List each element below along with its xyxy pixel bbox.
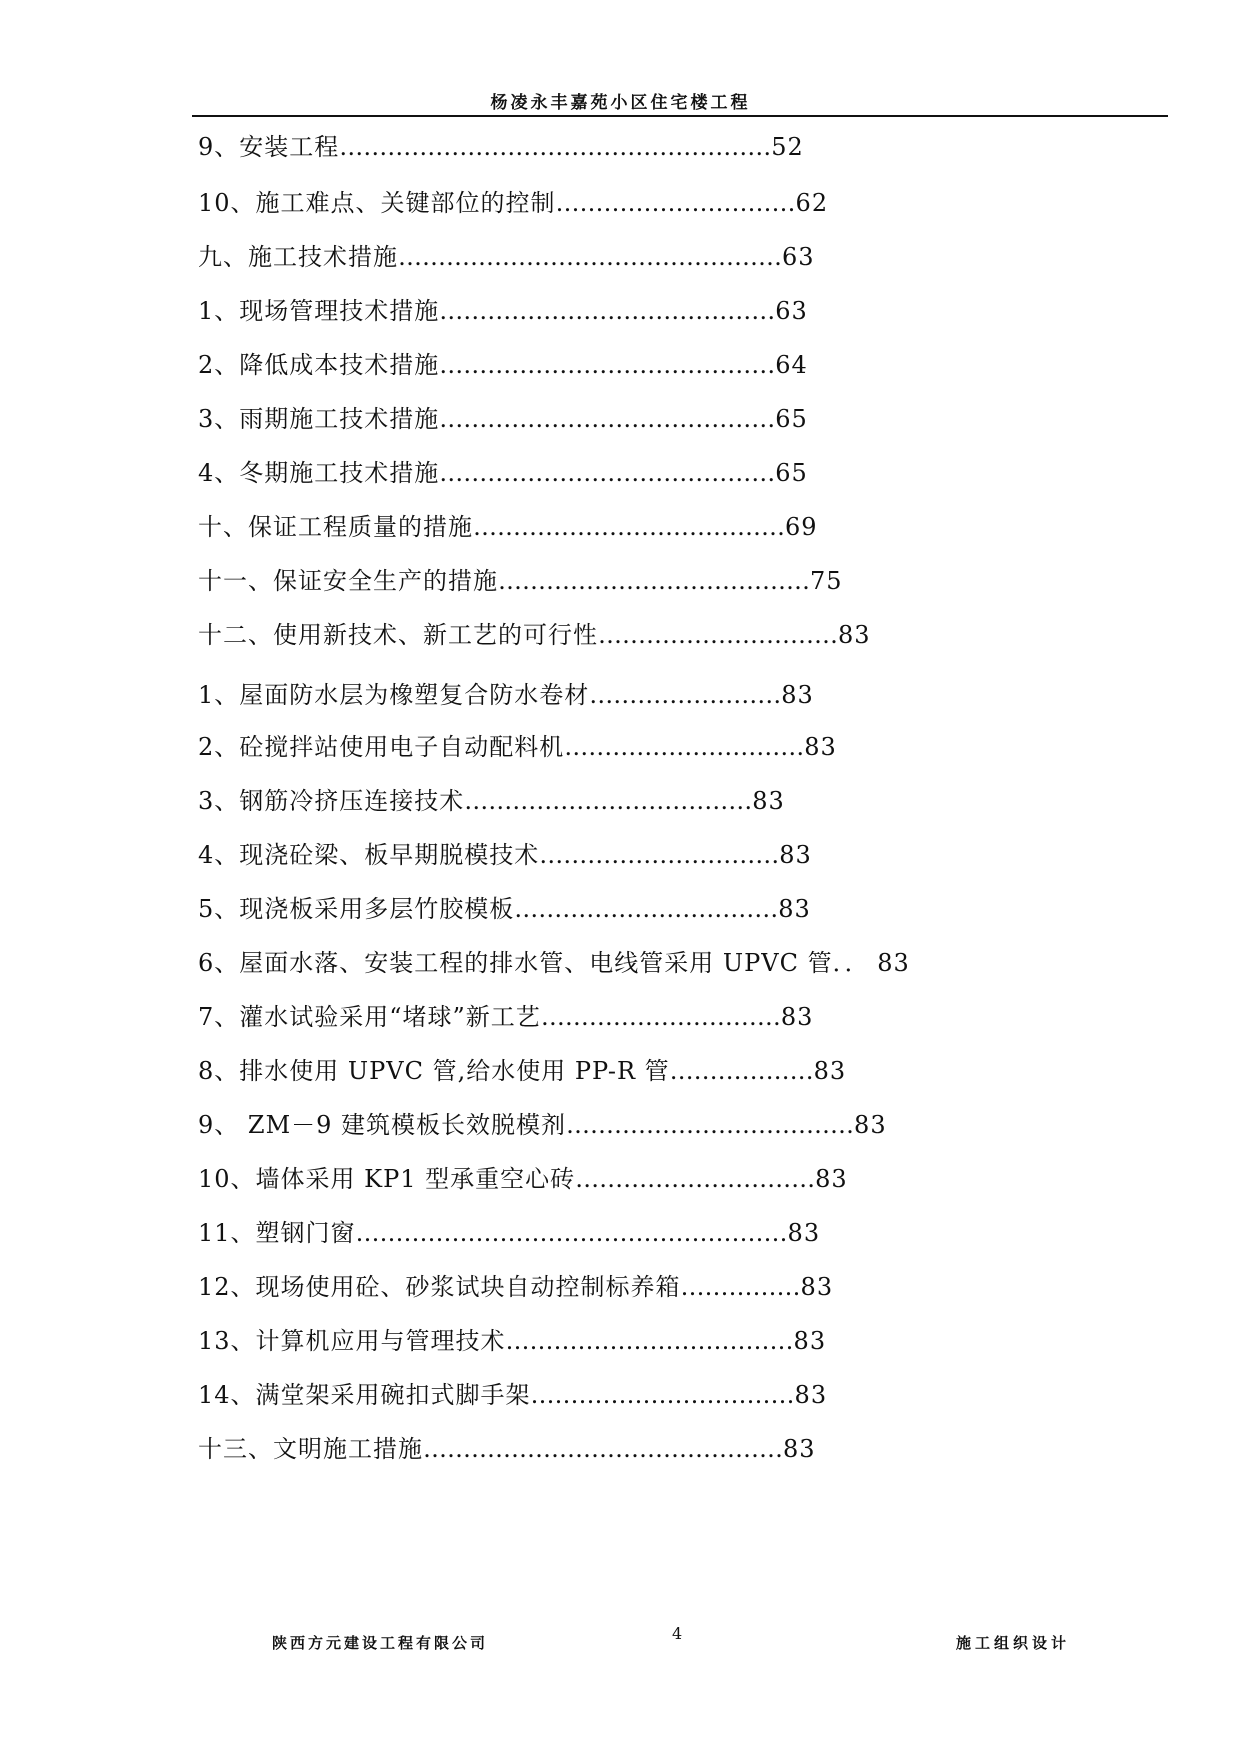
- toc-entry-title: 4、现浇砼梁、板早期脱模技术: [198, 841, 540, 869]
- toc-entry-leader: …………………………: [555, 189, 796, 217]
- footer-company: 陕西方元建设工程有限公司: [272, 1634, 489, 1652]
- toc-entry-page: 83: [793, 1327, 827, 1355]
- toc-entry: [198, 1218, 820, 1248]
- toc-entry-title: 3、雨期施工技术措施: [198, 405, 440, 433]
- toc-entry-page: 62: [795, 189, 829, 217]
- toc-entry-page: 83: [804, 733, 837, 761]
- toc-entry-page: 75: [810, 567, 843, 595]
- toc-entry: [198, 948, 910, 978]
- toc-entry-title: 九、施工技术措施: [198, 243, 398, 271]
- toc-entry-leader: ……………………………………: [439, 405, 776, 433]
- toc-entry-leader: ．．: [832, 949, 869, 977]
- toc-entry-title: 10、施工难点、关键部位的控制: [198, 189, 556, 217]
- toc-entry: [198, 296, 808, 326]
- toc-entry-title: 十一、保证安全生产的措施: [198, 567, 498, 595]
- toc-entry-page: 83: [794, 1381, 828, 1409]
- toc-entry-leader: …………………………: [539, 841, 780, 869]
- toc-entry-leader: ………………………………: [505, 1327, 794, 1355]
- toc-entry-title: 3、钢筋冷挤压连接技术: [198, 787, 465, 815]
- toc-entry: [198, 566, 843, 596]
- footer-page-number: 4: [672, 1624, 683, 1643]
- toc-entry-title: 7、灌水试验采用“堵球”新工艺: [198, 1003, 541, 1031]
- toc-entry: [198, 840, 812, 870]
- toc-entry-leader: ……………………………: [514, 895, 779, 923]
- toc-entry-page: 63: [782, 243, 815, 271]
- toc-entry: [198, 132, 804, 162]
- toc-entry-leader: ………………………………………: [423, 1435, 783, 1463]
- toc-entry-title: 9、 ZM－9 建筑模板长效脱模剂: [198, 1111, 567, 1139]
- toc-entry-title: 13、计算机应用与管理技术: [198, 1327, 506, 1355]
- toc-entry-leader: …………………………: [564, 733, 805, 761]
- toc-entry-leader: ………………………………: [464, 787, 753, 815]
- toc-entry-leader: ……………………………………: [439, 297, 776, 325]
- toc-entry-page: 83: [781, 681, 814, 709]
- toc-entry: [198, 1164, 848, 1194]
- toc-entry-page: 64: [775, 351, 808, 379]
- toc-entry-page: 69: [785, 513, 818, 541]
- toc-entry-title: 6、屋面水落、安装工程的排水管、电线管采用 UPVC 管: [198, 949, 833, 977]
- toc-entry: [198, 350, 808, 380]
- toc-entry: [198, 1380, 827, 1410]
- toc-entry: [198, 620, 871, 650]
- toc-entry: [198, 680, 814, 710]
- toc-entry-leader: …………………………………: [473, 513, 785, 541]
- toc-entry: [198, 1434, 816, 1464]
- toc-entry-leader: ………………………………………………: [339, 133, 772, 161]
- toc-entry-title: 十二、使用新技术、新工艺的可行性: [198, 621, 598, 649]
- toc-entry-page: 52: [771, 133, 804, 161]
- toc-entry-title: 4、冬期施工技术措施: [198, 459, 440, 487]
- toc-entry-leader: ……………………………: [530, 1381, 795, 1409]
- toc-entry-page: 83: [779, 841, 812, 869]
- document-title: 杨凌永丰嘉苑小区住宅楼工程: [490, 93, 751, 113]
- toc-entry-page: 63: [775, 297, 808, 325]
- toc-entry: [198, 188, 828, 218]
- toc-entry-page: 83: [787, 1219, 821, 1247]
- toc-entry-page: 83: [783, 1435, 816, 1463]
- toc-entry: [198, 786, 785, 816]
- toc-entry-title: 十、保证工程质量的措施: [198, 513, 473, 541]
- toc-entry: [198, 458, 808, 488]
- toc-entry-page: 83: [838, 621, 871, 649]
- toc-entry-leader: ……………………………………: [439, 351, 776, 379]
- toc-entry-title: 10、墙体采用 KP1 型承重空心砖: [198, 1165, 576, 1193]
- toc-entry-page: 83: [815, 1165, 848, 1193]
- toc-entry-title: 1、屋面防水层为橡塑复合防水卷材: [198, 681, 590, 709]
- toc-entry-leader: ……………: [680, 1273, 801, 1301]
- toc-entry-title: 1、现场管理技术措施: [198, 297, 440, 325]
- toc-entry-title: 5、现浇板采用多层竹胶模板: [198, 895, 515, 923]
- toc-entry: [198, 1002, 813, 1032]
- toc-entry-leader: ……………………………………: [439, 459, 776, 487]
- toc-entry: [198, 894, 811, 924]
- toc-entry-page: 83: [780, 1003, 814, 1031]
- page-footer: [0, 1624, 1241, 1660]
- toc-entry-leader: ………………………………: [566, 1111, 855, 1139]
- toc-entry: [198, 1056, 846, 1086]
- toc-entry-page: 83: [752, 787, 785, 815]
- toc-entry: [198, 732, 837, 762]
- toc-entry-title: 2、降低成本技术措施: [198, 351, 440, 379]
- toc-entry: [198, 1110, 887, 1140]
- toc-entry-leader: …………………………: [575, 1165, 816, 1193]
- toc-entry-page: 83: [854, 1111, 887, 1139]
- toc-entry-leader: …………………………: [540, 1003, 781, 1031]
- toc-entry-title: 8、排水使用 UPVC 管,给水使用 PP-R 管: [198, 1057, 670, 1085]
- toc-entry-leader: …………………………………………: [398, 243, 782, 271]
- toc-entry-page: 83: [778, 895, 811, 923]
- toc-entry-page: 65: [775, 405, 808, 433]
- toc-entry: [198, 1272, 833, 1302]
- toc-entry-title: 9、安装工程: [198, 133, 340, 161]
- toc-entry-title: 2、砼搅拌站使用电子自动配料机: [198, 733, 565, 761]
- toc-entry-leader: …………………………: [598, 621, 838, 649]
- toc-entry-page: 83: [800, 1273, 834, 1301]
- toc-entry: [198, 242, 815, 272]
- toc-entry-page: 83: [813, 1057, 847, 1085]
- toc-entry-title: 十三、文明施工措施: [198, 1435, 423, 1463]
- toc-entry: [198, 1326, 826, 1356]
- footer-doc-type: 施工组织设计: [956, 1634, 1071, 1652]
- toc-entry-page: 65: [775, 459, 808, 487]
- toc-entry-title: 11、塑钢门窗: [198, 1219, 356, 1247]
- toc-entry-leader: ………………: [669, 1057, 814, 1085]
- toc-entry-page: 83: [868, 949, 910, 977]
- toc-entry: [198, 404, 808, 434]
- toc-entry-leader: …………………………………: [498, 567, 810, 595]
- toc-entry-leader: ……………………: [589, 681, 782, 709]
- toc-entry-title: 12、现场使用砼、砂浆试块自动控制标养箱: [198, 1273, 681, 1301]
- toc-entry-leader: ………………………………………………: [355, 1219, 788, 1247]
- toc-entry: [198, 512, 818, 542]
- toc-entry-title: 14、满堂架采用碗扣式脚手架: [198, 1381, 531, 1409]
